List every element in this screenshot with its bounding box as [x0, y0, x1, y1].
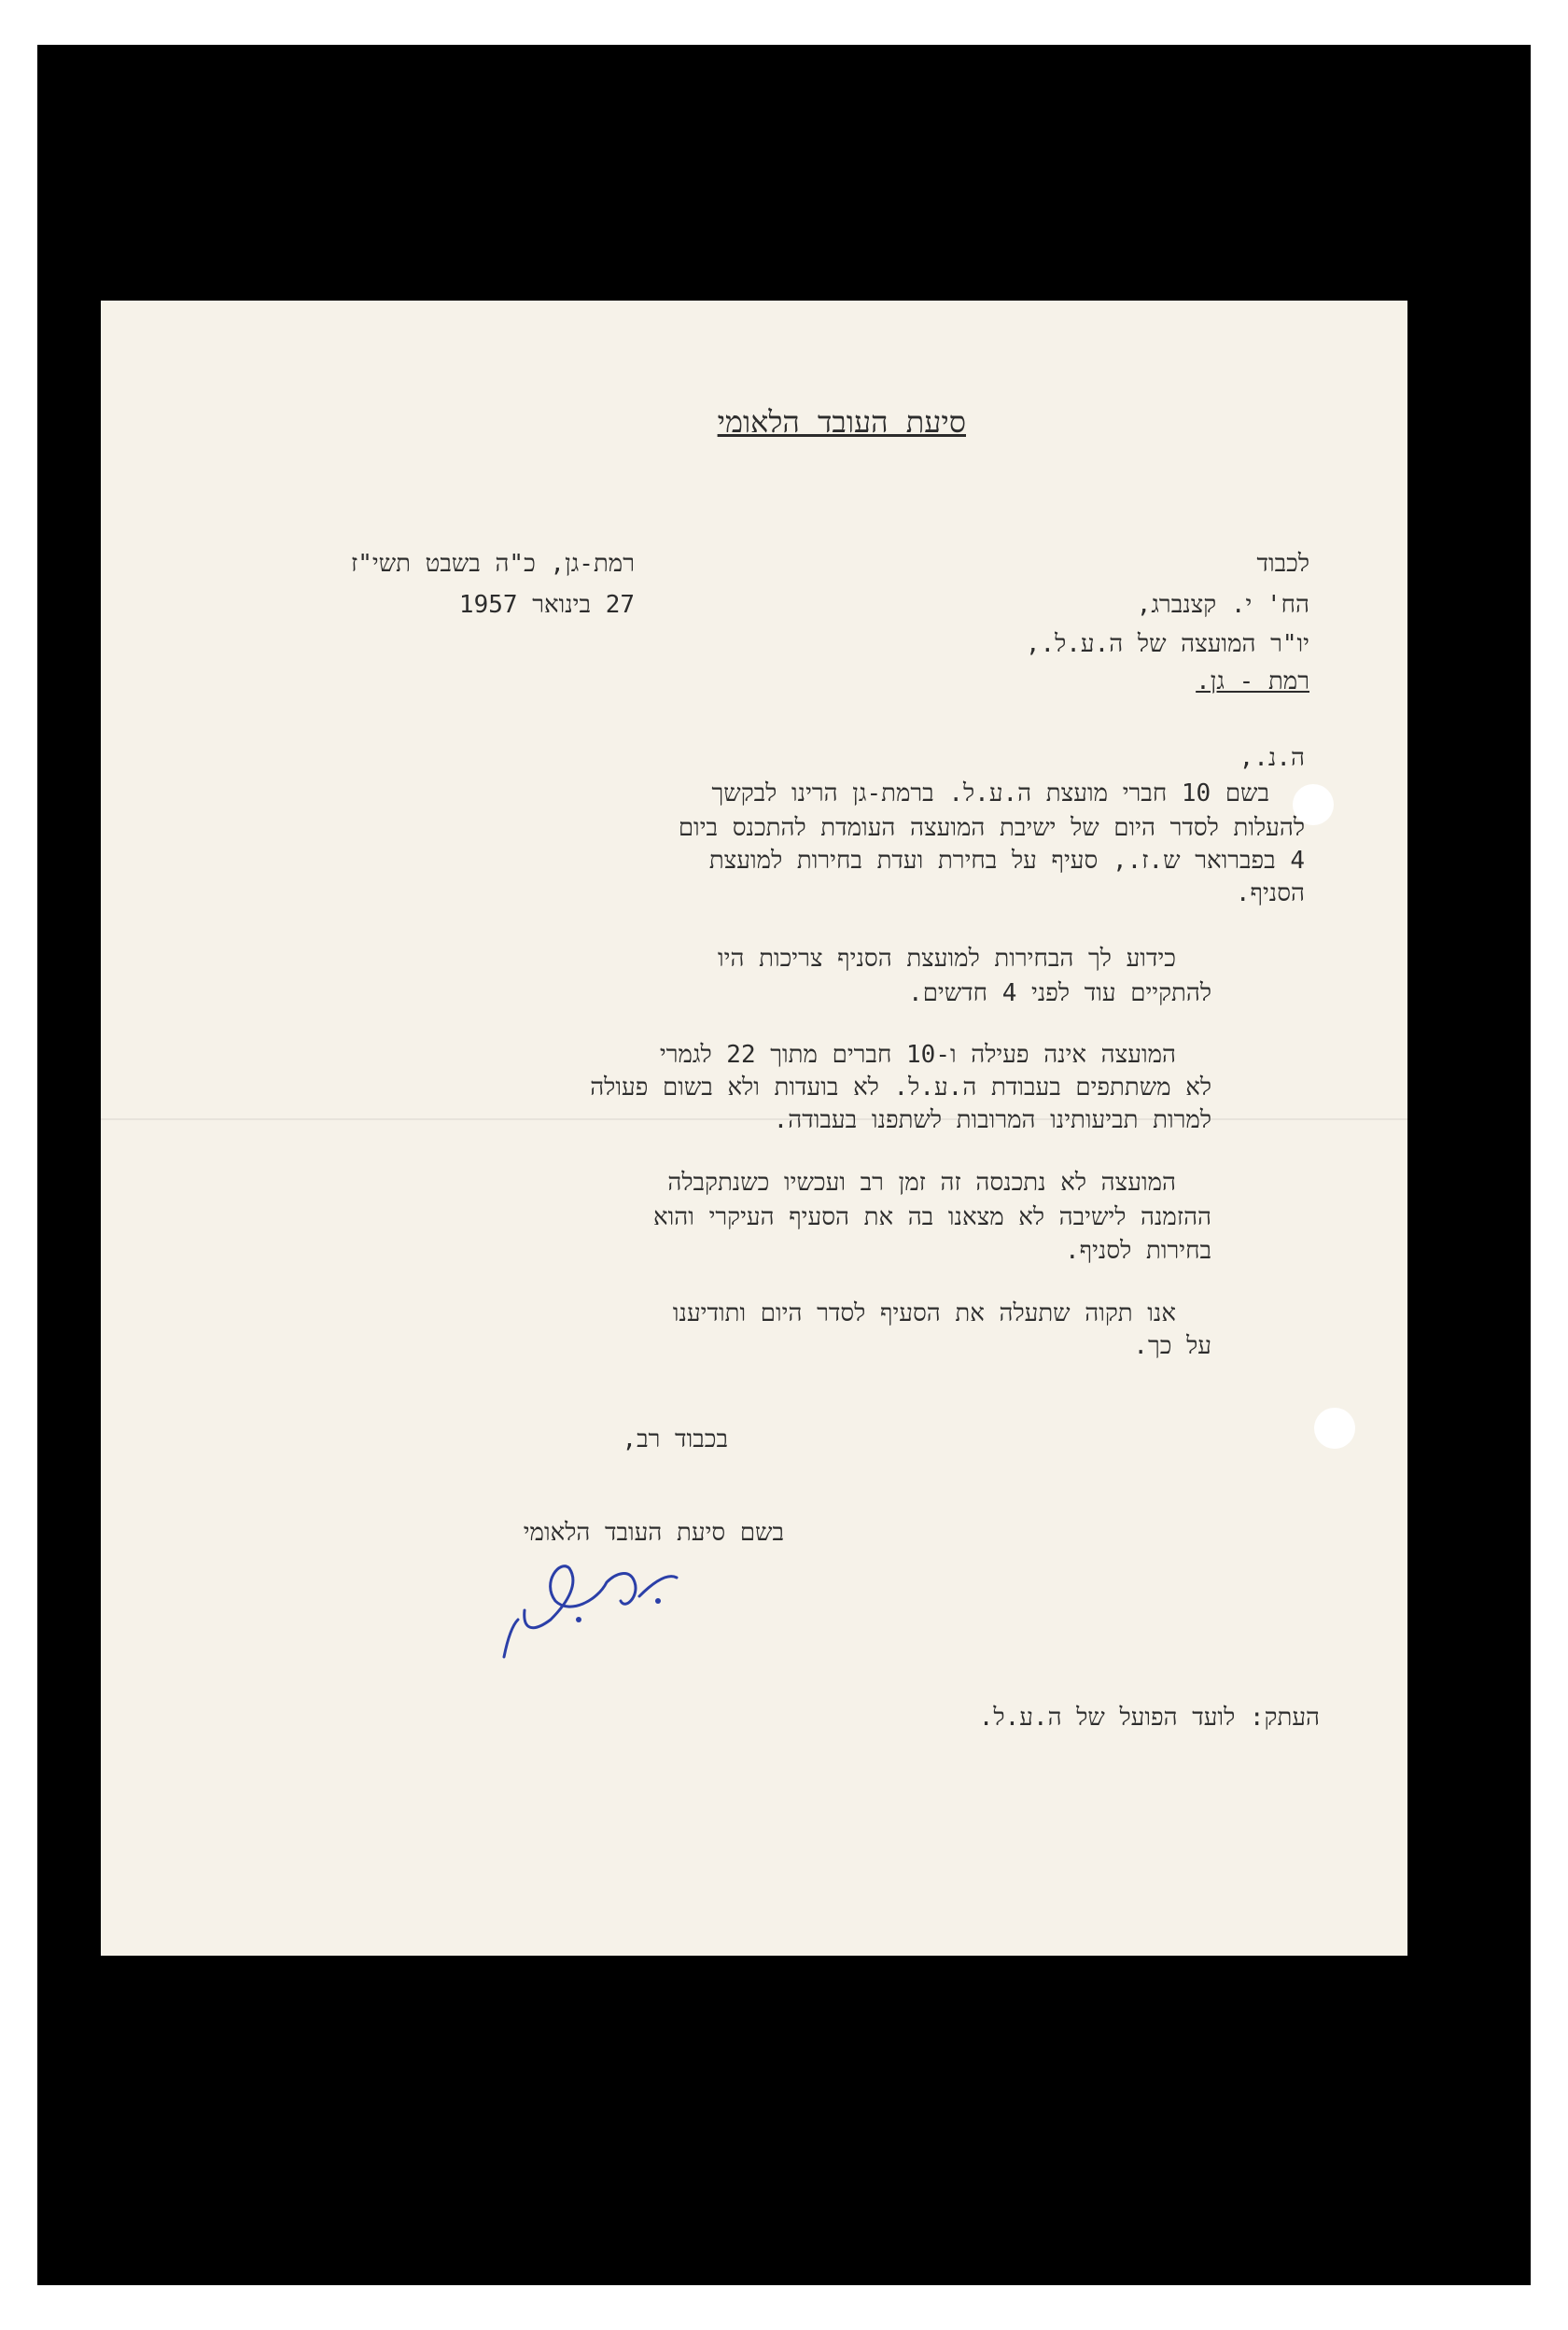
recipient-line: יו"ר המועצה של ה.ע.ל.,: [1025, 630, 1309, 658]
paragraph-line: המועצה לא נתכנסה זה זמן רב ועכשיו כשנתקבלה: [667, 1169, 1176, 1197]
letterhead-title: סיעת העובד הלאומי: [717, 404, 966, 440]
fold-line: [101, 1118, 1407, 1120]
handwritten-signature: [467, 1545, 709, 1685]
paragraph-line: בשם 10 חברי מועצת ה.ע.ל. ברמת-גן הרינו לבקשך: [711, 779, 1269, 807]
punch-hole: [1314, 1408, 1355, 1449]
copy-to: העתק: לועד הפועל של ה.ע.ל.: [978, 1704, 1320, 1732]
paragraph-line: להעלות לסדר היום של ישיבת המועצה העומדת להתכנס ביום: [678, 814, 1305, 842]
paragraph-line: אנו תקוה שתעלה את הסעיף לסדר היום ותודיענו: [672, 1299, 1176, 1327]
date-hebrew: רמת-גן, כ"ה בשבט תשי"ז: [351, 550, 635, 578]
paragraph-line: הסניף.: [1235, 879, 1305, 907]
paragraph-line: להתקיים עוד לפני 4 חדשים.: [908, 979, 1211, 1007]
paragraph-line: למרות תביעותינו המרובות לשתפנו בעבודה.: [773, 1106, 1211, 1134]
signatory: בשם סיעת העובד הלאומי: [523, 1519, 784, 1547]
paragraph-line: על כך.: [1133, 1332, 1211, 1360]
recipient-city: רמת - גן.: [1196, 667, 1309, 695]
recipient-line: הח' י. קצנברג,: [1136, 591, 1309, 619]
paragraph-line: המועצה אינה פעילה ו-10 חברים מתוך 22 לגמרי: [659, 1041, 1176, 1069]
paragraph-line: 4 בפברואר ש.ז., סעיף על בחירת ועדת בחירות למועצת: [708, 847, 1305, 875]
closing: בכבוד רב,: [622, 1425, 728, 1453]
salutation: ה.נ.,: [1239, 744, 1305, 772]
paragraph-line: ההזמנה לישיבה לא מצאנו בה את הסעיף העיקרי והוא: [653, 1203, 1211, 1231]
date-gregorian: 27 בינואר 1957: [458, 591, 635, 619]
paragraph-line: בחירות לסניף.: [1064, 1237, 1211, 1265]
recipient-line: לכבוד: [1256, 550, 1309, 578]
paragraph-line: כידוע לך הבחירות למועצת הסניף צריכות היו: [718, 945, 1176, 973]
paragraph-line: לא משתתפים בעבודת ה.ע.ל. לא בועדות ולא בשום פעולה: [590, 1074, 1211, 1102]
